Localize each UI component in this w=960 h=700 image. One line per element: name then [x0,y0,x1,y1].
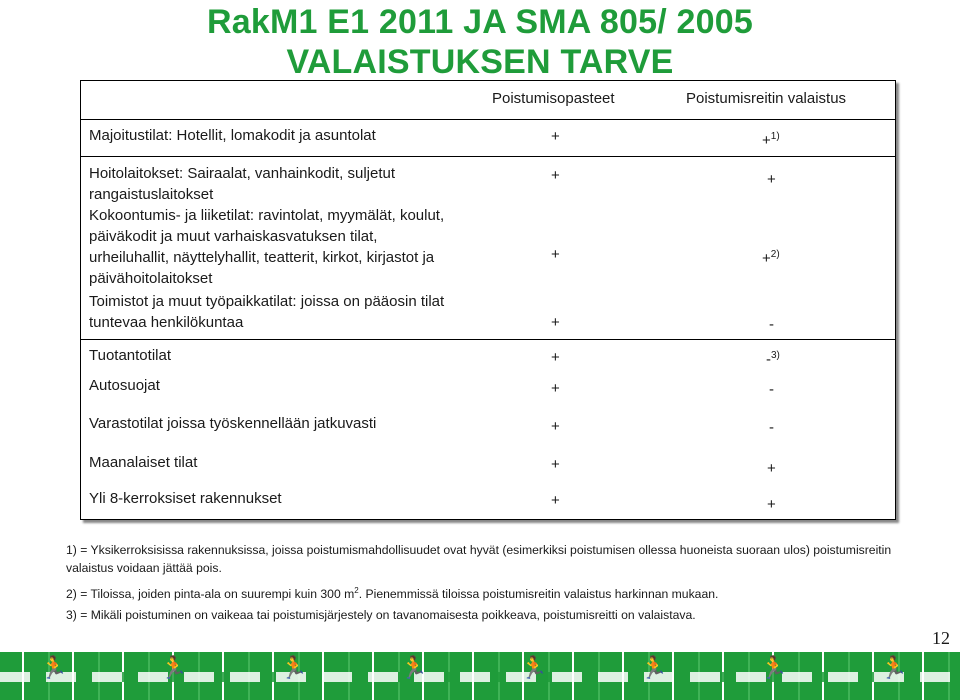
row-divider [81,119,895,120]
exit-sign-running-man-icon: 🏃 [520,655,548,680]
exit-sign-running-man-icon: 🏃 [160,655,188,680]
exit-sign-running-man-icon: 🏃 [400,655,428,680]
table-cell-exit-signs: + [551,418,560,435]
exit-sign-running-man-icon: 🏃 [280,655,308,680]
table-row-label: Kokoontumis- ja liiketilat: ravintolat, myymälät, koulut, päiväkodit ja muut varhaiskasvatuksen tilat, urheiluhallit, näyttelyhallit, teatterit, kirkot, kirjastot ja päivähoitolaitokset [89,207,445,287]
row-divider [81,339,895,340]
header-route-lighting: Poistumisreitin valaistus [686,90,847,107]
table-row-label: Majoitustilat: Hotellit, lomakodit ja asuntolat [89,127,376,144]
lighting-requirements-table [80,80,896,520]
footer-exit-sign-band [0,652,960,700]
header-exit-signs: Poistumisopasteet [492,90,615,107]
exit-sign-running-man-icon: 🏃 [880,655,908,680]
table-cell-route-lighting: + [767,460,776,477]
table-row-label: Hoitolaitokset: Sairaalat, vanhainkodit, suljetut rangaistuslaitokset [89,165,396,203]
table-row-label: Varastotilat joissa työskennellään jatkuvasti [89,415,377,432]
row-divider [81,156,895,157]
table-cell-exit-signs: + [551,314,560,331]
table-cell-exit-signs: + [551,128,560,145]
table-cell-route-lighting: -$^{3)}$ [766,350,780,368]
table-cell-route-lighting: + [767,171,776,188]
table-cell-exit-signs: + [551,492,560,509]
slide-title [0,2,960,82]
table-cell-exit-signs: + [551,246,560,263]
table-cell-route-lighting: - [769,419,774,436]
page-number: 12 [932,628,950,648]
table-cell-route-lighting: - [769,316,774,333]
table-cell-route-lighting: - [769,381,774,398]
title-line-2: VALAISTUKSEN TARVE [286,43,674,81]
footnote-3: 3) = Mikäli poistuminen on vaikeaa tai poistumisjärjestely on tavanomaisesta poikkeava, poistumisreitti on valaistava. [66,608,696,622]
table-cell-exit-signs: + [551,380,560,397]
table-cell-exit-signs: + [551,167,560,184]
table-row-label: Tuotantotilat [89,347,171,364]
table-cell-exit-signs: + [551,349,560,366]
table-cell-route-lighting: + [767,496,776,513]
table-row-label: Yli 8-kerroksiset rakennukset [89,490,282,507]
exit-sign-running-man-icon: 🏃 [760,655,788,680]
exit-sign-running-man-icon: 🏃 [40,655,68,680]
table-row-label: Toimistot ja muut työpaikkatilat: joissa on pääosin tilat tuntevaa henkilökuntaa [89,293,445,331]
title-line-1: RakM1 E1 2011 JA SMA 805/ 2005 [207,3,753,41]
table-cell-route-lighting: +$^{1)}$ [762,131,780,149]
table-cell-exit-signs: + [551,456,560,473]
table-row-label: Autosuojat [89,377,160,394]
footnote-1: 1) = Yksikerroksisissa rakennuksissa, joissa poistumismahdollisuudet ovat hyvät (esimerkiksi poistumisen ollessa huoneista suoraan ulos) poistumisreitin valaistus voidaan jättää pois. [66,543,892,575]
table-row-label: Maanalaiset tilat [89,454,198,471]
exit-sign-running-man-icon: 🏃 [640,655,668,680]
footnote-2: 2) = Tiloissa, joiden pinta-ala on suurempi kuin 300 $m^2$. Pienemmissä tiloissa poistumisreitin valaistus harkinnan mukaan. [66,586,719,602]
table-cell-route-lighting: +$^{2)}$ [762,249,780,267]
